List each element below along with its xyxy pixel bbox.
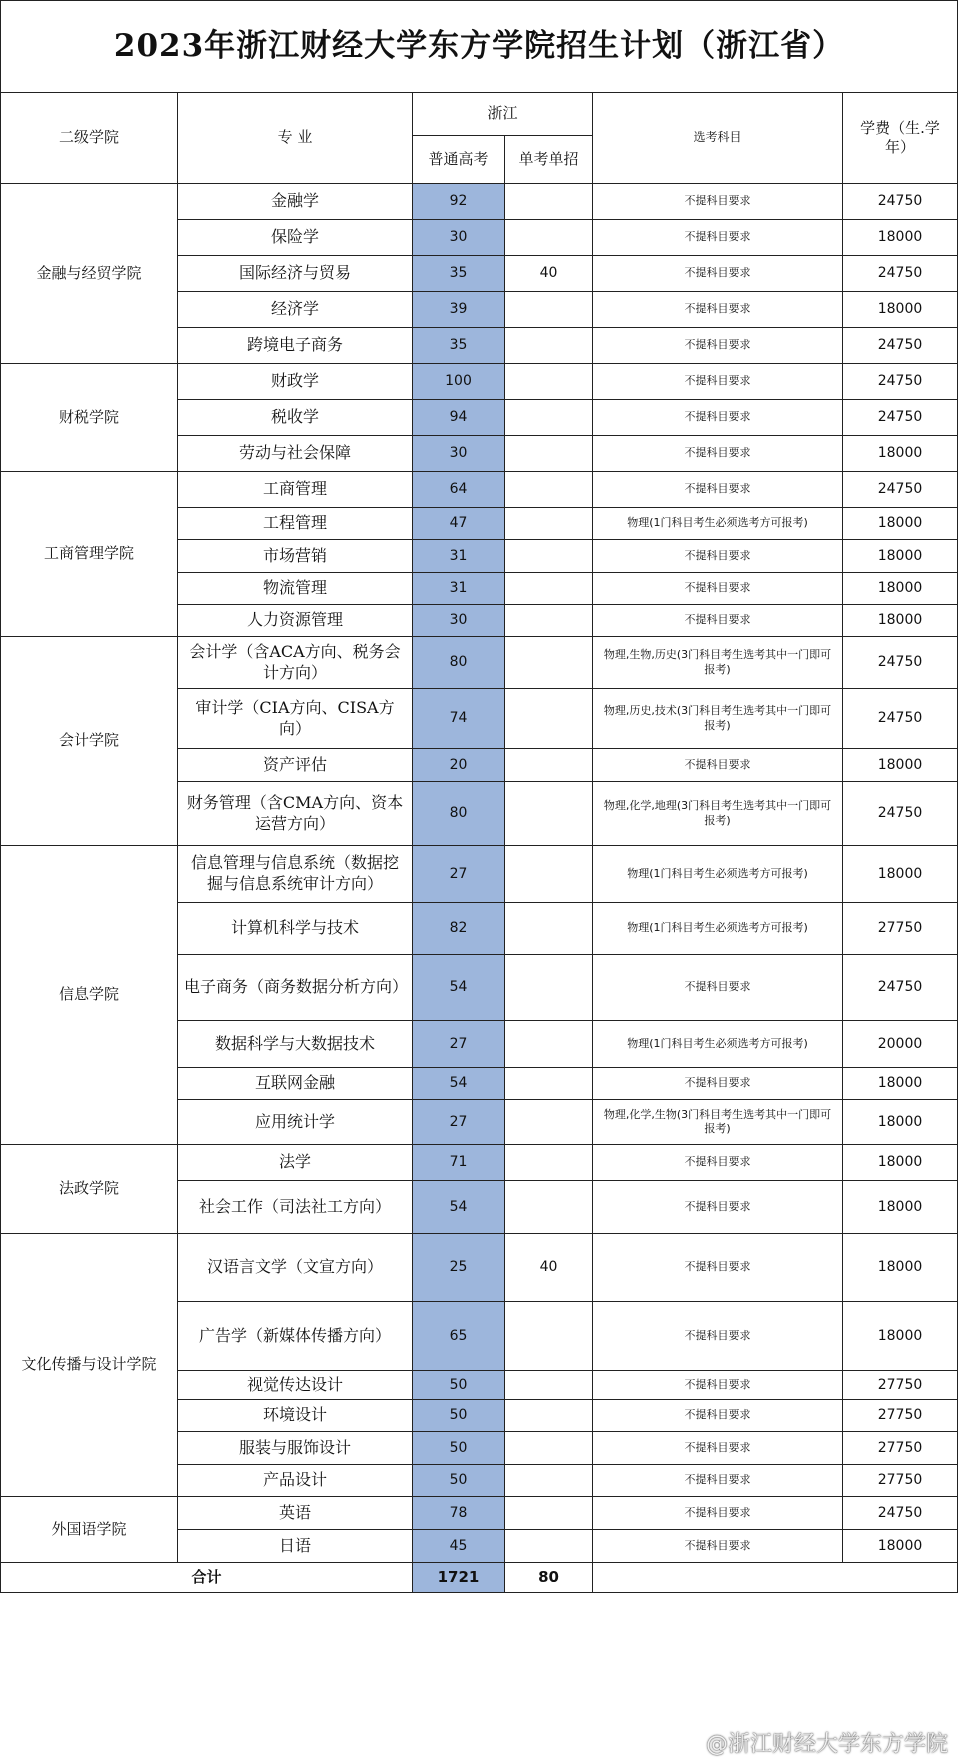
total-row xyxy=(1,1563,958,1593)
table-row xyxy=(1,472,958,508)
regular-quota: 30 xyxy=(413,220,505,256)
tuition-fee: 18000 xyxy=(843,292,958,328)
subject-requirement: 不提科目要求 xyxy=(593,1181,843,1234)
header-subjects: 选考科目 xyxy=(593,93,843,184)
tuition-fee: 18000 xyxy=(843,1068,958,1100)
major-name: 劳动与社会保障 xyxy=(178,436,413,472)
single-quota xyxy=(505,472,593,508)
header-fee: 学费（生.学年） xyxy=(843,93,958,184)
tuition-fee: 18000 xyxy=(843,508,958,540)
regular-quota: 39 xyxy=(413,292,505,328)
regular-quota: 45 xyxy=(413,1530,505,1563)
single-quota xyxy=(505,1465,593,1497)
single-quota xyxy=(505,846,593,903)
regular-quota: 71 xyxy=(413,1145,505,1181)
major-name: 税收学 xyxy=(178,400,413,436)
regular-quota: 25 xyxy=(413,1234,505,1302)
single-quota xyxy=(505,1302,593,1371)
table-row xyxy=(1,1145,958,1181)
subject-requirement: 不提科目要求 xyxy=(593,436,843,472)
single-quota xyxy=(505,1371,593,1400)
major-name: 财政学 xyxy=(178,364,413,400)
major-name: 财务管理（含CMA方向、资本运营方向） xyxy=(178,782,413,846)
major-name: 信息管理与信息系统（数据挖掘与信息系统审计方向） xyxy=(178,846,413,903)
tuition-fee: 18000 xyxy=(843,605,958,637)
regular-quota: 27 xyxy=(413,1021,505,1068)
major-name: 环境设计 xyxy=(178,1400,413,1432)
regular-quota: 82 xyxy=(413,903,505,955)
tuition-fee: 24750 xyxy=(843,364,958,400)
tuition-fee: 18000 xyxy=(843,1145,958,1181)
single-quota xyxy=(505,637,593,689)
regular-quota: 27 xyxy=(413,846,505,903)
subject-requirement: 不提科目要求 xyxy=(593,184,843,220)
single-quota xyxy=(505,1068,593,1100)
college-name: 会计学院 xyxy=(1,637,178,846)
subject-requirement: 不提科目要求 xyxy=(593,1371,843,1400)
subject-requirement: 物理(1门科目考生必须选考方可报考) xyxy=(593,846,843,903)
subject-requirement: 不提科目要求 xyxy=(593,328,843,364)
page-title: 2023年浙江财经大学东方学院招生计划（浙江省） xyxy=(1,1,958,93)
tuition-fee: 18000 xyxy=(843,1100,958,1145)
regular-quota: 64 xyxy=(413,472,505,508)
header-province: 浙江 xyxy=(413,93,593,136)
single-quota: 40 xyxy=(505,256,593,292)
single-quota xyxy=(505,749,593,782)
total-single: 80 xyxy=(505,1563,593,1593)
single-quota xyxy=(505,955,593,1021)
regular-quota: 74 xyxy=(413,689,505,749)
major-name: 跨境电子商务 xyxy=(178,328,413,364)
subject-requirement: 物理,化学,地理(3门科目考生选考其中一门即可报考) xyxy=(593,782,843,846)
table-row xyxy=(1,846,958,903)
regular-quota: 20 xyxy=(413,749,505,782)
single-quota xyxy=(505,508,593,540)
tuition-fee: 24750 xyxy=(843,1497,958,1530)
major-name: 工程管理 xyxy=(178,508,413,540)
subject-requirement: 物理(1门科目考生必须选考方可报考) xyxy=(593,903,843,955)
subject-requirement: 物理(1门科目考生必须选考方可报考) xyxy=(593,508,843,540)
college-name: 信息学院 xyxy=(1,846,178,1145)
tuition-fee: 24750 xyxy=(843,472,958,508)
major-name: 保险学 xyxy=(178,220,413,256)
subject-requirement: 物理,历史,技术(3门科目考生选考其中一门即可报考) xyxy=(593,689,843,749)
college-name: 财税学院 xyxy=(1,364,178,472)
tuition-fee: 24750 xyxy=(843,689,958,749)
single-quota: 40 xyxy=(505,1234,593,1302)
single-quota xyxy=(505,184,593,220)
regular-quota: 54 xyxy=(413,955,505,1021)
major-name: 社会工作（司法社工方向） xyxy=(178,1181,413,1234)
subject-requirement: 不提科目要求 xyxy=(593,400,843,436)
tuition-fee: 18000 xyxy=(843,573,958,605)
college-name: 外国语学院 xyxy=(1,1497,178,1563)
subject-requirement: 不提科目要求 xyxy=(593,256,843,292)
subject-requirement: 不提科目要求 xyxy=(593,540,843,573)
regular-quota: 65 xyxy=(413,1302,505,1371)
table-row xyxy=(1,1497,958,1530)
single-quota xyxy=(505,540,593,573)
major-name: 工商管理 xyxy=(178,472,413,508)
subject-requirement: 物理(1门科目考生必须选考方可报考) xyxy=(593,1021,843,1068)
major-name: 审计学（CIA方向、CISA方向） xyxy=(178,689,413,749)
major-name: 日语 xyxy=(178,1530,413,1563)
single-quota xyxy=(505,1100,593,1145)
regular-quota: 94 xyxy=(413,400,505,436)
tuition-fee: 24750 xyxy=(843,400,958,436)
regular-quota: 50 xyxy=(413,1465,505,1497)
major-name: 会计学（含ACA方向、税务会计方向） xyxy=(178,637,413,689)
college-name: 文化传播与设计学院 xyxy=(1,1234,178,1497)
tuition-fee: 18000 xyxy=(843,436,958,472)
tuition-fee: 18000 xyxy=(843,846,958,903)
major-name: 国际经济与贸易 xyxy=(178,256,413,292)
subject-requirement: 不提科目要求 xyxy=(593,364,843,400)
single-quota xyxy=(505,903,593,955)
regular-quota: 80 xyxy=(413,782,505,846)
single-quota xyxy=(505,400,593,436)
subject-requirement: 不提科目要求 xyxy=(593,1234,843,1302)
single-quota xyxy=(505,1145,593,1181)
single-quota xyxy=(505,1497,593,1530)
subject-requirement: 不提科目要求 xyxy=(593,292,843,328)
major-name: 互联网金融 xyxy=(178,1068,413,1100)
single-quota xyxy=(505,220,593,256)
watermark-text: @浙江财经大学东方学院 xyxy=(705,1732,948,1757)
tuition-fee: 24750 xyxy=(843,637,958,689)
single-quota xyxy=(505,1530,593,1563)
college-name: 工商管理学院 xyxy=(1,472,178,637)
major-name: 资产评估 xyxy=(178,749,413,782)
regular-quota: 35 xyxy=(413,328,505,364)
total-blank xyxy=(593,1563,958,1593)
regular-quota: 50 xyxy=(413,1371,505,1400)
subject-requirement: 物理,化学,生物(3门科目考生选考其中一门即可报考) xyxy=(593,1100,843,1145)
regular-quota: 31 xyxy=(413,540,505,573)
tuition-fee: 18000 xyxy=(843,1181,958,1234)
tuition-fee: 27750 xyxy=(843,1371,958,1400)
tuition-fee: 24750 xyxy=(843,955,958,1021)
tuition-fee: 24750 xyxy=(843,184,958,220)
regular-quota: 31 xyxy=(413,573,505,605)
major-name: 经济学 xyxy=(178,292,413,328)
subject-requirement: 不提科目要求 xyxy=(593,1145,843,1181)
subject-requirement: 不提科目要求 xyxy=(593,573,843,605)
regular-quota: 78 xyxy=(413,1497,505,1530)
regular-quota: 92 xyxy=(413,184,505,220)
regular-quota: 100 xyxy=(413,364,505,400)
single-quota xyxy=(505,364,593,400)
tuition-fee: 20000 xyxy=(843,1021,958,1068)
regular-quota: 50 xyxy=(413,1400,505,1432)
major-name: 市场营销 xyxy=(178,540,413,573)
major-name: 电子商务（商务数据分析方向） xyxy=(178,955,413,1021)
header-college: 二级学院 xyxy=(1,93,178,184)
tuition-fee: 27750 xyxy=(843,1432,958,1465)
single-quota xyxy=(505,1432,593,1465)
major-name: 数据科学与大数据技术 xyxy=(178,1021,413,1068)
regular-quota: 30 xyxy=(413,436,505,472)
table-row xyxy=(1,637,958,689)
major-name: 产品设计 xyxy=(178,1465,413,1497)
watermark xyxy=(676,1727,948,1758)
single-quota xyxy=(505,605,593,637)
header-single: 单考单招 xyxy=(505,136,593,184)
subject-requirement: 不提科目要求 xyxy=(593,1465,843,1497)
table-row xyxy=(1,184,958,220)
subject-requirement: 不提科目要求 xyxy=(593,1400,843,1432)
major-name: 汉语言文学（文宣方向） xyxy=(178,1234,413,1302)
header-row-1 xyxy=(1,93,958,136)
major-name: 计算机科学与技术 xyxy=(178,903,413,955)
single-quota xyxy=(505,292,593,328)
major-name: 法学 xyxy=(178,1145,413,1181)
single-quota xyxy=(505,689,593,749)
major-name: 应用统计学 xyxy=(178,1100,413,1145)
tuition-fee: 24750 xyxy=(843,782,958,846)
title-row xyxy=(1,1,958,93)
regular-quota: 30 xyxy=(413,605,505,637)
tuition-fee: 24750 xyxy=(843,256,958,292)
subject-requirement: 不提科目要求 xyxy=(593,1530,843,1563)
regular-quota: 47 xyxy=(413,508,505,540)
regular-quota: 80 xyxy=(413,637,505,689)
single-quota xyxy=(505,1021,593,1068)
major-name: 物流管理 xyxy=(178,573,413,605)
total-label: 合计 xyxy=(1,1563,413,1593)
table-row xyxy=(1,364,958,400)
major-name: 金融学 xyxy=(178,184,413,220)
single-quota xyxy=(505,782,593,846)
tuition-fee: 18000 xyxy=(843,220,958,256)
major-name: 服装与服饰设计 xyxy=(178,1432,413,1465)
weibo-icon xyxy=(676,1732,702,1754)
tuition-fee: 18000 xyxy=(843,540,958,573)
subject-requirement: 不提科目要求 xyxy=(593,605,843,637)
regular-quota: 54 xyxy=(413,1068,505,1100)
tuition-fee: 18000 xyxy=(843,1234,958,1302)
single-quota xyxy=(505,1400,593,1432)
major-name: 广告学（新媒体传播方向） xyxy=(178,1302,413,1371)
subject-requirement: 物理,生物,历史(3门科目考生选考其中一门即可报考) xyxy=(593,637,843,689)
tuition-fee: 18000 xyxy=(843,1530,958,1563)
subject-requirement: 不提科目要求 xyxy=(593,955,843,1021)
regular-quota: 27 xyxy=(413,1100,505,1145)
total-regular: 1721 xyxy=(413,1563,505,1593)
subject-requirement: 不提科目要求 xyxy=(593,749,843,782)
tuition-fee: 18000 xyxy=(843,1302,958,1371)
regular-quota: 50 xyxy=(413,1432,505,1465)
table-row xyxy=(1,1234,958,1302)
single-quota xyxy=(505,1181,593,1234)
subject-requirement: 不提科目要求 xyxy=(593,220,843,256)
tuition-fee: 27750 xyxy=(843,1400,958,1432)
tuition-fee: 24750 xyxy=(843,328,958,364)
subject-requirement: 不提科目要求 xyxy=(593,1302,843,1371)
regular-quota: 35 xyxy=(413,256,505,292)
single-quota xyxy=(505,328,593,364)
subject-requirement: 不提科目要求 xyxy=(593,1497,843,1530)
college-name: 法政学院 xyxy=(1,1145,178,1234)
major-name: 英语 xyxy=(178,1497,413,1530)
tuition-fee: 27750 xyxy=(843,903,958,955)
tuition-fee: 27750 xyxy=(843,1465,958,1497)
major-name: 人力资源管理 xyxy=(178,605,413,637)
major-name: 视觉传达设计 xyxy=(178,1371,413,1400)
subject-requirement: 不提科目要求 xyxy=(593,1432,843,1465)
header-regular: 普通高考 xyxy=(413,136,505,184)
header-major: 专 业 xyxy=(178,93,413,184)
single-quota xyxy=(505,573,593,605)
tuition-fee: 18000 xyxy=(843,749,958,782)
single-quota xyxy=(505,436,593,472)
subject-requirement: 不提科目要求 xyxy=(593,472,843,508)
regular-quota: 54 xyxy=(413,1181,505,1234)
subject-requirement: 不提科目要求 xyxy=(593,1068,843,1100)
college-name: 金融与经贸学院 xyxy=(1,184,178,364)
